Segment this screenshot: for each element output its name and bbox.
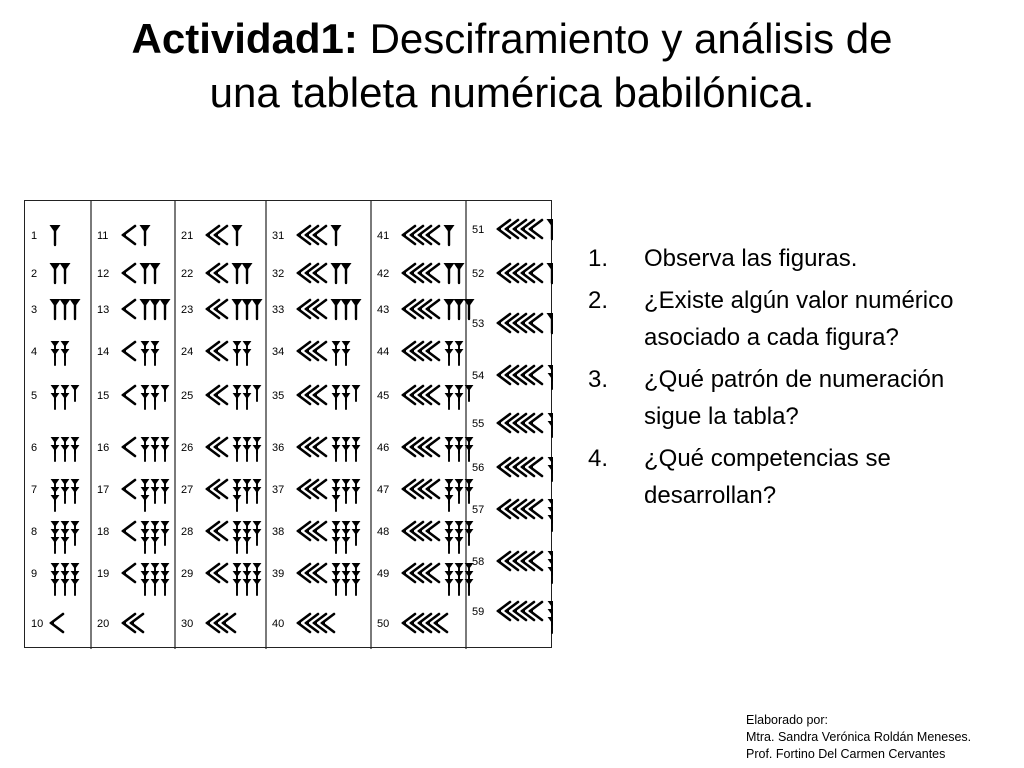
ten-wedge-head	[512, 320, 517, 326]
entry-number: 9	[31, 568, 38, 580]
ten-wedge-head	[512, 608, 517, 614]
question-item	[588, 361, 1008, 435]
ten-wedge-head	[496, 226, 501, 232]
ten-wedge-head	[520, 558, 525, 564]
entry-number: 26	[181, 442, 194, 454]
ten-wedge-head	[121, 232, 126, 238]
numeral-entry	[31, 385, 79, 409]
entry-number: 16	[97, 442, 110, 454]
entry-number: 43	[377, 304, 390, 316]
entry-number: 58	[472, 556, 485, 568]
ten-wedge-head	[312, 270, 317, 276]
credits-line: Elaborado por:	[746, 713, 829, 727]
ten-wedge-head	[528, 270, 533, 276]
ten-wedge-head	[417, 392, 422, 398]
entry-number: 19	[97, 568, 110, 580]
question-item	[588, 282, 1008, 356]
numeral-entry	[377, 341, 463, 365]
ten-wedge-head	[205, 392, 210, 398]
question-number: 1.	[588, 245, 609, 272]
entry-number: 21	[181, 230, 194, 242]
numeral-entry	[97, 299, 171, 319]
ten-wedge-head	[417, 486, 422, 492]
ten-wedge-head	[528, 506, 533, 512]
ten-wedge-head	[409, 270, 414, 276]
ten-wedge-head	[304, 306, 309, 312]
entry-number: 30	[181, 618, 194, 630]
ten-wedge-head	[504, 372, 509, 378]
ten-wedge-head	[312, 348, 317, 354]
numeral-entry	[31, 614, 63, 632]
entry-number: 15	[97, 390, 110, 402]
ten-wedge-head	[512, 226, 517, 232]
entry-number: 28	[181, 526, 194, 538]
entry-number: 1	[31, 230, 38, 242]
numeral-table-svg	[25, 201, 553, 649]
entry-number: 11	[97, 230, 109, 242]
ten-wedge-head	[401, 444, 406, 450]
ten-wedge-head	[528, 608, 533, 614]
title-rest: Desciframiento y análisis de	[357, 15, 893, 62]
entry-number: 20	[97, 618, 110, 630]
ten-wedge-head	[401, 486, 406, 492]
ten-wedge-head	[213, 444, 218, 450]
numeral-entry	[272, 479, 360, 511]
ten-wedge-head	[496, 420, 501, 426]
entry-number: 7	[31, 484, 38, 496]
ten-wedge-head	[520, 506, 525, 512]
ten-wedge-head	[417, 528, 422, 534]
ten-wedge-head	[425, 620, 430, 626]
entry-number: 5	[31, 390, 38, 402]
ten-wedge-head	[121, 270, 126, 276]
credits-line: Mtra. Sandra Verónica Roldán Meneses.	[746, 730, 972, 744]
ten-wedge-head	[425, 232, 430, 238]
entry-number: 6	[31, 442, 38, 454]
ten-wedge-head	[312, 486, 317, 492]
ten-wedge-head	[504, 558, 509, 564]
ten-wedge-head	[433, 620, 438, 626]
question-text: ¿Qué competencias se desarrollan?	[644, 445, 891, 509]
numeral-entry	[472, 263, 553, 283]
numeral-entry	[31, 225, 61, 245]
ten-wedge-head	[205, 486, 210, 492]
question-list	[588, 240, 1008, 519]
ten-wedge-head	[504, 320, 509, 326]
ten-wedge-head	[496, 506, 501, 512]
ten-wedge-head	[213, 270, 218, 276]
ten-wedge-head	[121, 348, 126, 354]
entry-number: 23	[181, 304, 194, 316]
ten-wedge-head	[296, 306, 301, 312]
ten-wedge-head	[504, 506, 509, 512]
entry-number: 50	[377, 618, 390, 630]
entry-number: 35	[272, 390, 285, 402]
title-line2: una tableta numérica babilónica.	[209, 69, 815, 116]
ten-wedge-head	[512, 270, 517, 276]
numeral-entry	[472, 457, 553, 481]
ten-wedge-head	[205, 620, 210, 626]
numeral-entry	[97, 563, 169, 595]
numeral-entry	[97, 263, 161, 283]
ten-wedge-head	[312, 620, 317, 626]
entry-number: 46	[377, 442, 390, 454]
entry-number: 2	[31, 268, 38, 280]
ten-wedge-head	[401, 306, 406, 312]
entry-number: 32	[272, 268, 285, 280]
ten-wedge-head	[213, 528, 218, 534]
entry-number: 31	[272, 230, 285, 242]
ten-wedge-head	[296, 486, 301, 492]
entry-number: 48	[377, 526, 390, 538]
ten-wedge-head	[121, 486, 126, 492]
ten-wedge-head	[304, 348, 309, 354]
entry-number: 33	[272, 304, 285, 316]
entry-number: 25	[181, 390, 194, 402]
numeral-entry	[181, 563, 261, 595]
entry-number: 49	[377, 568, 390, 580]
entry-number: 42	[377, 268, 390, 280]
numeral-entry	[31, 437, 79, 461]
numeral-entry	[97, 614, 143, 632]
entry-number: 41	[377, 230, 390, 242]
ten-wedge-head	[296, 444, 301, 450]
numeral-entry	[377, 437, 473, 461]
ten-wedge-head	[409, 306, 414, 312]
numeral-entry	[377, 385, 473, 409]
numeral-entry	[272, 385, 360, 409]
entry-number: 38	[272, 526, 285, 538]
ten-wedge-head	[221, 620, 226, 626]
ten-wedge-head	[121, 570, 126, 576]
entry-number: 8	[31, 526, 38, 538]
ten-wedge-head	[296, 620, 301, 626]
ten-wedge-head	[520, 420, 525, 426]
ten-wedge-head	[520, 226, 525, 232]
ten-wedge-head	[401, 620, 406, 626]
ten-wedge-head	[129, 620, 134, 626]
ten-wedge-head	[401, 570, 406, 576]
entry-number: 59	[472, 606, 485, 618]
ten-wedge-head	[528, 226, 533, 232]
ten-wedge-head	[504, 420, 509, 426]
entry-number: 51	[472, 224, 485, 236]
ten-wedge-head	[304, 270, 309, 276]
entry-number: 14	[97, 346, 110, 358]
ten-wedge-head	[512, 372, 517, 378]
ten-wedge-head	[401, 392, 406, 398]
numeral-entry	[97, 437, 169, 461]
ten-wedge-head	[496, 320, 501, 326]
numeral-entry	[272, 299, 362, 319]
ten-wedge-head	[296, 528, 301, 534]
ten-wedge-head	[520, 608, 525, 614]
ten-wedge-head	[205, 348, 210, 354]
ten-wedge-head	[304, 444, 309, 450]
ten-wedge-head	[296, 570, 301, 576]
ten-wedge-head	[213, 392, 218, 398]
numeral-entry	[272, 225, 342, 245]
numeral-entry	[31, 521, 79, 553]
ten-wedge-head	[320, 620, 325, 626]
entry-number: 34	[272, 346, 285, 358]
ten-wedge-head	[121, 620, 126, 626]
ten-wedge-head	[121, 392, 126, 398]
ten-wedge-head	[409, 486, 414, 492]
numeral-entry	[31, 299, 81, 319]
ten-wedge-head	[213, 620, 218, 626]
ten-wedge-head	[496, 558, 501, 564]
numeral-entry	[31, 263, 71, 283]
numeral-entry	[97, 341, 159, 365]
numeral-entry	[472, 601, 553, 633]
ten-wedge-head	[504, 270, 509, 276]
ten-wedge-head	[520, 372, 525, 378]
ten-wedge-head	[496, 270, 501, 276]
numeral-entry	[181, 614, 235, 632]
ten-wedge-head	[409, 392, 414, 398]
ten-wedge-head	[304, 486, 309, 492]
numeral-entry	[181, 385, 261, 409]
ten-wedge-head	[417, 570, 422, 576]
ten-wedge-head	[296, 232, 301, 238]
ten-wedge-head	[213, 486, 218, 492]
ten-wedge-head	[296, 270, 301, 276]
ten-wedge-head	[121, 528, 126, 534]
ten-wedge-head	[425, 444, 430, 450]
ten-wedge-head	[312, 306, 317, 312]
ten-wedge-head	[496, 372, 501, 378]
numeral-entry	[472, 551, 553, 583]
ten-wedge-head	[304, 570, 309, 576]
numeral-entry	[181, 225, 243, 245]
ten-wedge-head	[121, 306, 126, 312]
numeral-entry	[377, 521, 473, 553]
ten-wedge-head	[401, 270, 406, 276]
ten-wedge-head	[304, 620, 309, 626]
entry-number: 53	[472, 318, 485, 330]
entry-number: 18	[97, 526, 110, 538]
ten-wedge-head	[528, 420, 533, 426]
entry-number: 22	[181, 268, 194, 280]
ten-wedge-head	[425, 570, 430, 576]
numeral-entry	[181, 479, 261, 511]
ten-wedge-head	[205, 232, 210, 238]
numeral-entry	[181, 437, 261, 461]
numeral-entry	[272, 521, 360, 553]
ten-wedge-head	[401, 348, 406, 354]
entry-number: 13	[97, 304, 110, 316]
numeral-entry	[472, 219, 553, 239]
entry-number: 29	[181, 568, 194, 580]
ten-wedge-head	[496, 608, 501, 614]
ten-wedge-head	[205, 570, 210, 576]
question-number: 4.	[588, 445, 609, 472]
numeral-entry	[472, 365, 553, 389]
entry-number: 55	[472, 418, 485, 430]
numeral-entry	[181, 341, 251, 365]
ten-wedge-head	[528, 558, 533, 564]
ten-wedge-head	[528, 372, 533, 378]
ten-wedge-head	[512, 558, 517, 564]
numeral-entry	[472, 499, 553, 531]
ten-wedge-head	[417, 306, 422, 312]
question-text: ¿Qué patrón de numeración sigue la tabla?	[644, 366, 945, 430]
entry-number: 39	[272, 568, 285, 580]
numeral-entry	[97, 225, 151, 245]
numeral-entry	[31, 341, 69, 365]
credits-line: Prof. Fortino Del Carmen Cervantes	[746, 747, 946, 761]
ten-wedge-head	[417, 270, 422, 276]
entry-number: 10	[31, 618, 44, 630]
entry-number: 36	[272, 442, 285, 454]
title-bold: Actividad1:	[131, 15, 358, 62]
ten-wedge-head	[496, 464, 501, 470]
entry-number: 24	[181, 346, 194, 358]
ten-wedge-head	[296, 392, 301, 398]
numeral-entry	[377, 225, 455, 245]
entry-number: 47	[377, 484, 390, 496]
numeral-entry	[97, 479, 169, 511]
numeral-entry	[377, 479, 473, 511]
ten-wedge-head	[417, 348, 422, 354]
question-item	[588, 240, 1008, 277]
ten-wedge-head	[417, 620, 422, 626]
ten-wedge-head	[528, 320, 533, 326]
ten-wedge-head	[304, 232, 309, 238]
numeral-entry	[272, 263, 352, 283]
question-item	[588, 440, 1008, 514]
entry-number: 12	[97, 268, 110, 280]
entry-number: 44	[377, 346, 390, 358]
ten-wedge-head	[425, 270, 430, 276]
ten-wedge-head	[312, 392, 317, 398]
numeral-entry	[181, 521, 261, 553]
ten-wedge-head	[304, 392, 309, 398]
ten-wedge-head	[512, 506, 517, 512]
ten-wedge-head	[401, 528, 406, 534]
question-number: 2.	[588, 287, 609, 314]
ten-wedge-head	[425, 348, 430, 354]
ten-wedge-head	[296, 348, 301, 354]
ten-wedge-head	[417, 232, 422, 238]
ten-wedge-head	[205, 270, 210, 276]
ten-wedge-head	[425, 486, 430, 492]
numeral-entry	[31, 563, 79, 595]
ten-wedge-head	[512, 420, 517, 426]
ten-wedge-head	[409, 620, 414, 626]
numeral-entry	[272, 614, 334, 632]
entry-number: 3	[31, 304, 38, 316]
ten-wedge-head	[213, 570, 218, 576]
ten-wedge-head	[401, 232, 406, 238]
ten-wedge-head	[304, 528, 309, 534]
numeral-entry	[472, 313, 553, 333]
ten-wedge-head	[417, 444, 422, 450]
ten-wedge-head	[425, 528, 430, 534]
numeral-entry	[272, 341, 350, 365]
ten-wedge-head	[425, 306, 430, 312]
numeral-entry	[377, 299, 475, 319]
ten-wedge-head	[213, 232, 218, 238]
ten-wedge-head	[312, 528, 317, 534]
ten-wedge-head	[205, 444, 210, 450]
ten-wedge-head	[504, 608, 509, 614]
numeral-entry	[472, 413, 553, 437]
ten-wedge-head	[512, 464, 517, 470]
numeral-entry	[377, 614, 447, 632]
ten-wedge-head	[213, 306, 218, 312]
ten-wedge-head	[409, 348, 414, 354]
numeral-entry	[272, 437, 360, 461]
entry-number: 40	[272, 618, 285, 630]
ten-wedge-head	[409, 444, 414, 450]
numeral-entry	[181, 299, 263, 319]
entry-number: 37	[272, 484, 285, 496]
ten-wedge-head	[409, 232, 414, 238]
babylonian-numeral-table	[24, 200, 552, 648]
ten-wedge-head	[312, 444, 317, 450]
slide-title	[0, 12, 1024, 120]
ten-wedge-head	[520, 464, 525, 470]
numeral-entry	[377, 263, 465, 283]
question-number: 3.	[588, 366, 609, 393]
question-text: ¿Existe algún valor numérico asociado a cada figura?	[644, 287, 954, 351]
numeral-entry	[377, 563, 473, 595]
entry-number: 56	[472, 462, 485, 474]
ten-wedge-head	[425, 392, 430, 398]
ten-wedge-head	[312, 232, 317, 238]
numeral-entry	[272, 563, 360, 595]
entry-number: 45	[377, 390, 390, 402]
ten-wedge-head	[121, 444, 126, 450]
ten-wedge-head	[409, 570, 414, 576]
ten-wedge-head	[528, 464, 533, 470]
ten-wedge-head	[49, 620, 54, 626]
entry-number: 17	[97, 484, 110, 496]
ten-wedge-head	[205, 528, 210, 534]
ten-wedge-head	[520, 270, 525, 276]
ten-wedge-head	[312, 570, 317, 576]
credits	[746, 712, 971, 763]
ten-wedge-head	[213, 348, 218, 354]
numeral-entry	[181, 263, 253, 283]
ten-wedge-head	[504, 464, 509, 470]
entry-number: 27	[181, 484, 194, 496]
ten-wedge-head	[205, 306, 210, 312]
numeral-entry	[97, 521, 169, 553]
ten-wedge-head	[520, 320, 525, 326]
entry-number: 4	[31, 346, 38, 358]
entry-number: 57	[472, 504, 485, 516]
entry-number: 54	[472, 370, 485, 382]
question-text: Observa las figuras.	[644, 245, 858, 272]
ten-wedge-head	[409, 528, 414, 534]
entry-number: 52	[472, 268, 485, 280]
numeral-entry	[31, 479, 79, 511]
ten-wedge-head	[504, 226, 509, 232]
numeral-entry	[97, 385, 169, 409]
